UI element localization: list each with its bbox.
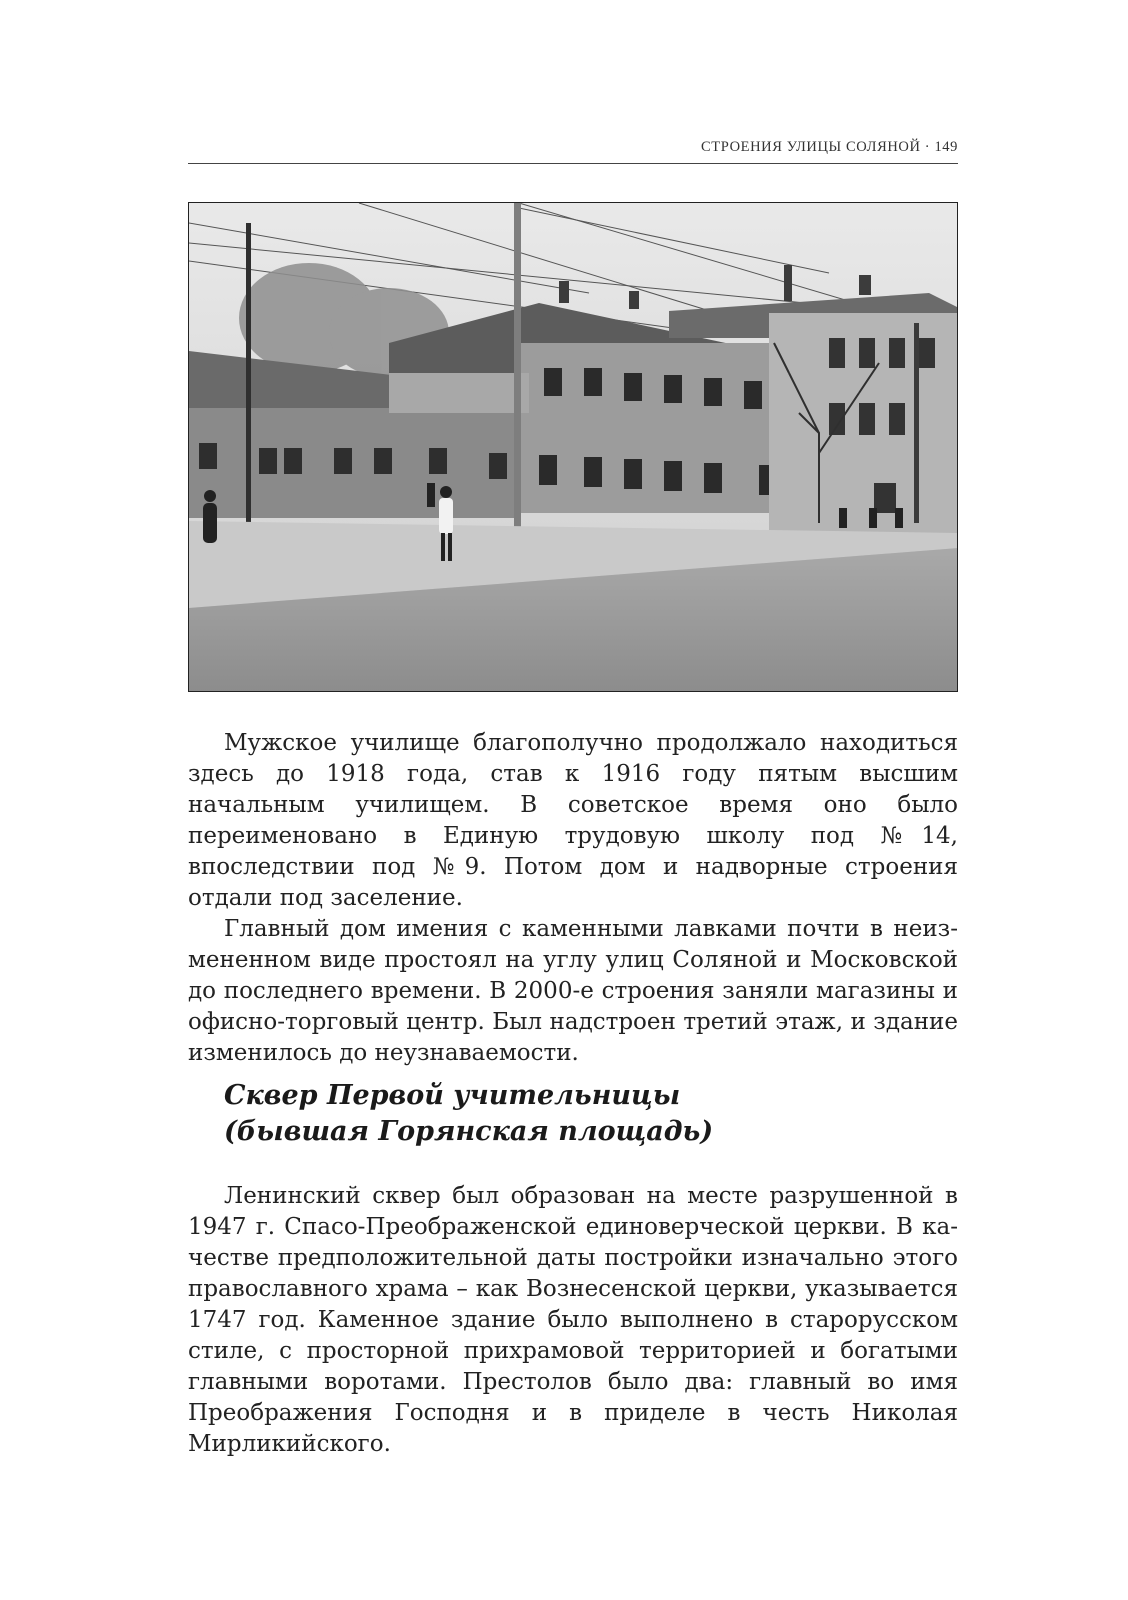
section-heading-line-1: Сквер Первой учительницы bbox=[224, 1080, 681, 1111]
street-photo bbox=[188, 202, 958, 692]
section-heading-line-2: (бывшая Горянская площадь) bbox=[224, 1116, 714, 1147]
paragraph: Ленинский сквер был образован на месте разрушенной в 1947 г. Спасо-Преображенской единоверческой церкви. В качестве предположительной даты постройки изначально этого православного храма – как Вознесенской церкви, указывается 1747 год. Каменное здание было выполнено в старорусском стиле, с просторной прихрамовой территорией и богатыми главными воротами. Престолов было два: главный во имя Преображения Господня и в приделе в честь Николая Мирликийского. bbox=[188, 1183, 958, 1457]
text-block-2 bbox=[188, 1181, 958, 1460]
section-heading bbox=[224, 1078, 924, 1150]
paragraph: Главный дом имения с каменными лавками почти в неизмененном виде простоял на углу улиц Соляной и Московской до последнего времени. В 2000-е строения заняли магазины и офисно-торговый центр. Был надстроен третий этаж, и здание изменилось до неузнаваемости. bbox=[188, 916, 958, 1066]
paragraph: Мужское училище благополучно продолжало находиться здесь до 1918 года, став к 1916 году пятым высшим начальным училищем. В советское время оно было переименовано в Единую трудовую школу под №14, впоследствии под №9. Потом дом и надворные строения отдали под заселение. bbox=[188, 730, 958, 911]
street-photo-drawing bbox=[189, 203, 958, 692]
running-head: СТРОЕНИЯ УЛИЦЫ СОЛЯНОЙ · 149 bbox=[701, 139, 958, 155]
header-rule bbox=[188, 163, 958, 164]
text-block-1 bbox=[188, 728, 958, 1069]
